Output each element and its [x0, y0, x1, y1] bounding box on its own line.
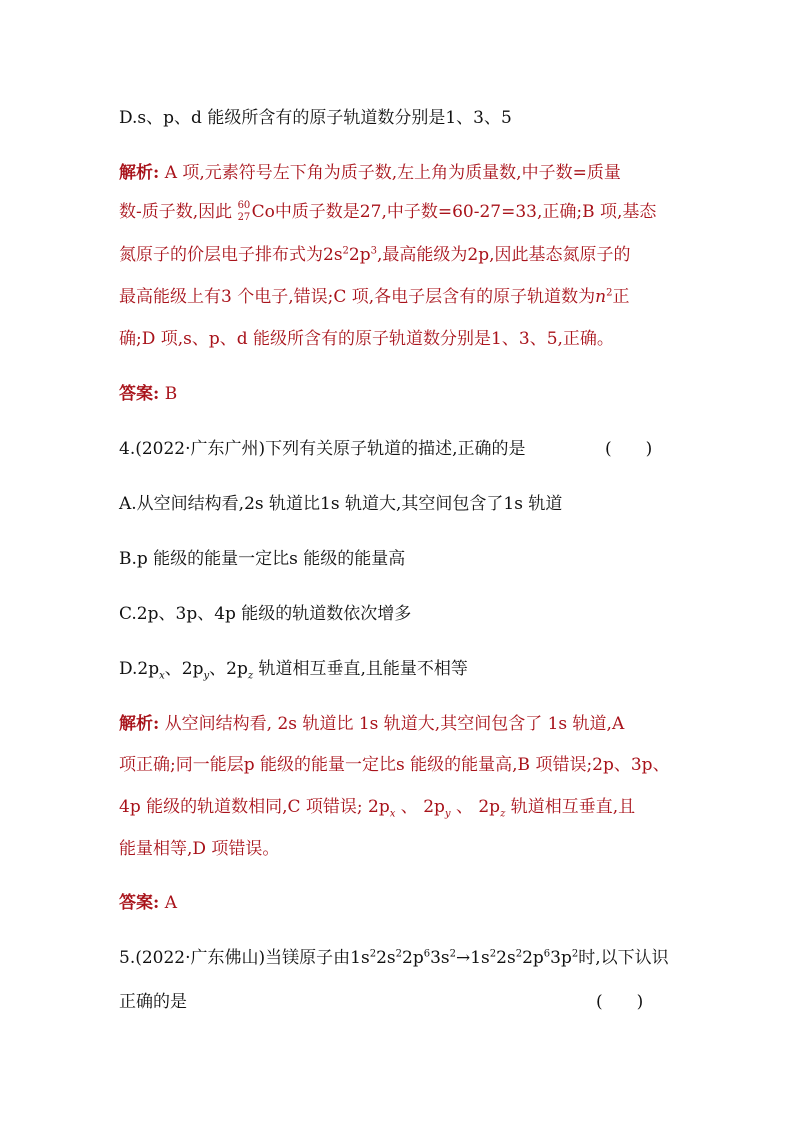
- answer-value: A: [164, 893, 177, 913]
- answer-label: 答案: [119, 384, 153, 404]
- q4-analysis-line1: 解析: 从空间结构看, 2s 轨道比 1s 轨道大,其空间包含了 1s 轨道,A: [119, 714, 625, 734]
- nuclide-notation: 60 27: [237, 200, 251, 223]
- q5-stem-line2: 正确的是: [119, 992, 187, 1012]
- q3-analysis-line4: 最高能级上有3 个电子,错误;C 项,各电子层含有的原子轨道数为$n^2$正: [119, 287, 630, 307]
- q4-stem: 4.(2022·广东广州)下列有关原子轨道的描述,正确的是: [119, 439, 526, 459]
- q3-answer: 答案: B: [119, 384, 178, 404]
- analysis-label: 解析: [119, 163, 153, 183]
- q3-analysis-line5: 确;D 项,s、p、d 能级所含有的原子轨道数分别是1、3、5,正确。: [119, 329, 614, 349]
- q4-analysis-line4: 能量相等,D 项错误。: [119, 839, 280, 859]
- q3-analysis-line1: 解析: A 项,元素符号左下角为质子数,左上角为质量数,中子数=质量: [119, 163, 621, 183]
- q4-option-c: C.2p、3p、4p 能级的轨道数依次增多: [119, 604, 412, 624]
- q4-analysis-line3: 4p 能级的轨道数相同,C 项错误; $2p_x$ 、 $2p_y$ 、 $2p_z$ 轨道相互垂直,且: [119, 797, 636, 820]
- analysis-label: 解析: [119, 714, 153, 734]
- answer-value: B: [164, 384, 178, 404]
- q3-option-d: D.s、p、d 能级所含有的原子轨道数分别是1、3、5: [119, 108, 512, 128]
- q5-stem-line1: 5.(2022·广东佛山)当镁原子由$1s^22s^22p^63s^2\to 1s^22s^22p^63p^2$时,以下认识: [119, 948, 669, 968]
- q5-answer-blank: ( ): [596, 992, 644, 1012]
- q4-answer-blank: ( ): [605, 439, 653, 459]
- q4-analysis-line2: 项正确;同一能层p 能级的能量一定比s 能级的能量高,B 项错误;2p、3p、: [119, 755, 670, 775]
- q3-analysis-line3: 氮原子的价层电子排布式为$2s^22p^3$,最高能级为2p,因此基态氮原子的: [119, 245, 631, 265]
- answer-label: 答案: [119, 893, 153, 913]
- q4-answer: 答案: A: [119, 893, 177, 913]
- q4-option-a: A.从空间结构看,2s 轨道比1s 轨道大,其空间包含了1s 轨道: [119, 494, 563, 514]
- q4-option-d: $D.2p_x$、$2p_y$、$2p_z$ 轨道相互垂直,且能量不相等: [119, 659, 468, 682]
- q3-analysis-line2: 数-质子数,因此 60 27 Co中质子数是27,中子数=60-27=33,正确;B 项,基态: [119, 200, 657, 223]
- q4-option-b: B.p 能级的能量一定比s 能级的能量高: [119, 549, 406, 569]
